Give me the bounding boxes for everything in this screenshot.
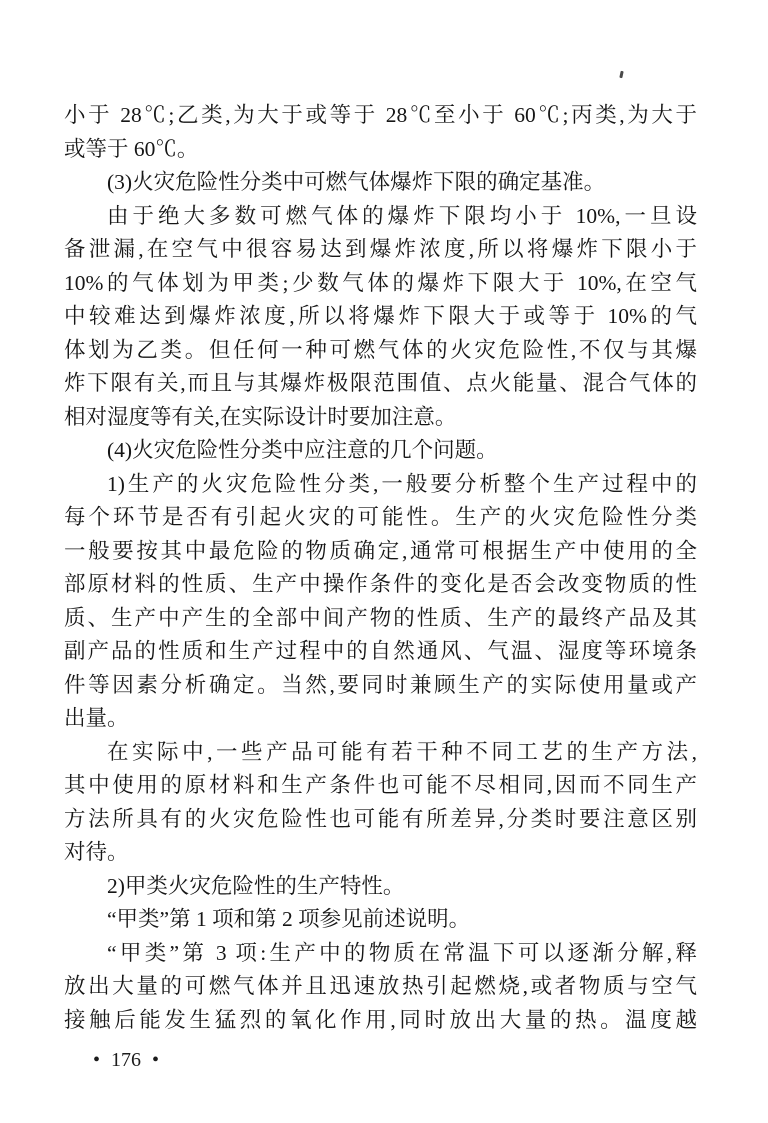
page-number: • 176 • bbox=[93, 1049, 160, 1071]
text-line: (4)火灾危险性分类中应注意的几个问题。 bbox=[107, 438, 498, 462]
scan-artifact-mark bbox=[619, 71, 623, 78]
text-line: 接触后能发生猛烈的氧化作用,同时放出大量的热。温度越 bbox=[64, 1007, 697, 1032]
text-line: 质、生产中产生的全部中间产物的性质、生产的最终产品及其 bbox=[64, 605, 697, 630]
text-line: 小于 28℃;乙类,为大于或等于 28℃至小于 60℃;丙类,为大于 bbox=[64, 103, 697, 127]
text-line: 在实际中,一些产品可能有若干种不同工艺的生产方法, bbox=[107, 739, 697, 764]
text-line: 相对湿度等有关,在实际设计时要加注意。 bbox=[64, 404, 457, 429]
text-line: “甲类”第 1 项和第 2 项参见前述说明。 bbox=[107, 907, 471, 931]
text-line: 或等于 60℃。 bbox=[64, 136, 199, 161]
text-line: 部原材料的性质、生产中操作条件的变化是否会改变物质的性 bbox=[64, 572, 697, 596]
text-line: 件等因素分析确定。当然,要同时兼顾生产的实际使用量或产 bbox=[64, 672, 697, 697]
page-body bbox=[64, 99, 697, 1037]
text-line: 10%的气体划为甲类;少数气体的爆炸下限大于 10%,在空气 bbox=[64, 270, 697, 295]
text-line: 一般要按其中最危险的物质确定,通常可根据生产中使用的全 bbox=[64, 538, 697, 563]
text-line: 备泄漏,在空气中很容易达到爆炸浓度,所以将爆炸下限小于 bbox=[64, 237, 697, 261]
text-line: (3)火灾危险性分类中可燃气体爆炸下限的确定基准。 bbox=[107, 170, 606, 194]
text-line: 1)生产的火灾危险性分类,一般要分析整个生产过程中的 bbox=[107, 471, 697, 496]
text-line: “甲类”第 3 项:生产中的物质在常温下可以逐渐分解,释 bbox=[107, 940, 697, 965]
text-line: 其中使用的原材料和生产条件也可能不尽相同,因而不同生产 bbox=[64, 773, 697, 797]
text-line: 副产品的性质和生产过程中的自然通风、气温、湿度等环境条 bbox=[64, 639, 697, 663]
text-line: 对待。 bbox=[64, 840, 129, 864]
text-line: 每个环节是否有引起火灾的可能性。生产的火灾危险性分类 bbox=[64, 505, 697, 529]
text-line: 放出大量的可燃气体并且迅速放热引起燃烧,或者物质与空气 bbox=[64, 974, 697, 998]
text-line: 中较难达到爆炸浓度,所以将爆炸下限大于或等于 10%的气 bbox=[64, 304, 697, 328]
text-line: 2)甲类火灾危险性的生产特性。 bbox=[107, 873, 405, 898]
text-line: 体划为乙类。但任何一种可燃气体的火灾危险性,不仅与其爆 bbox=[64, 337, 697, 362]
text-line: 方法所具有的火灾危险性也可能有所差异,分类时要注意区别 bbox=[64, 806, 697, 831]
text-line: 炸下限有关,而且与其爆炸极限范围值、点火能量、混合气体的 bbox=[64, 371, 697, 395]
text-line: 由于绝大多数可燃气体的爆炸下限均小于 10%,一旦设 bbox=[107, 203, 697, 228]
text-line: 出量。 bbox=[64, 706, 129, 730]
